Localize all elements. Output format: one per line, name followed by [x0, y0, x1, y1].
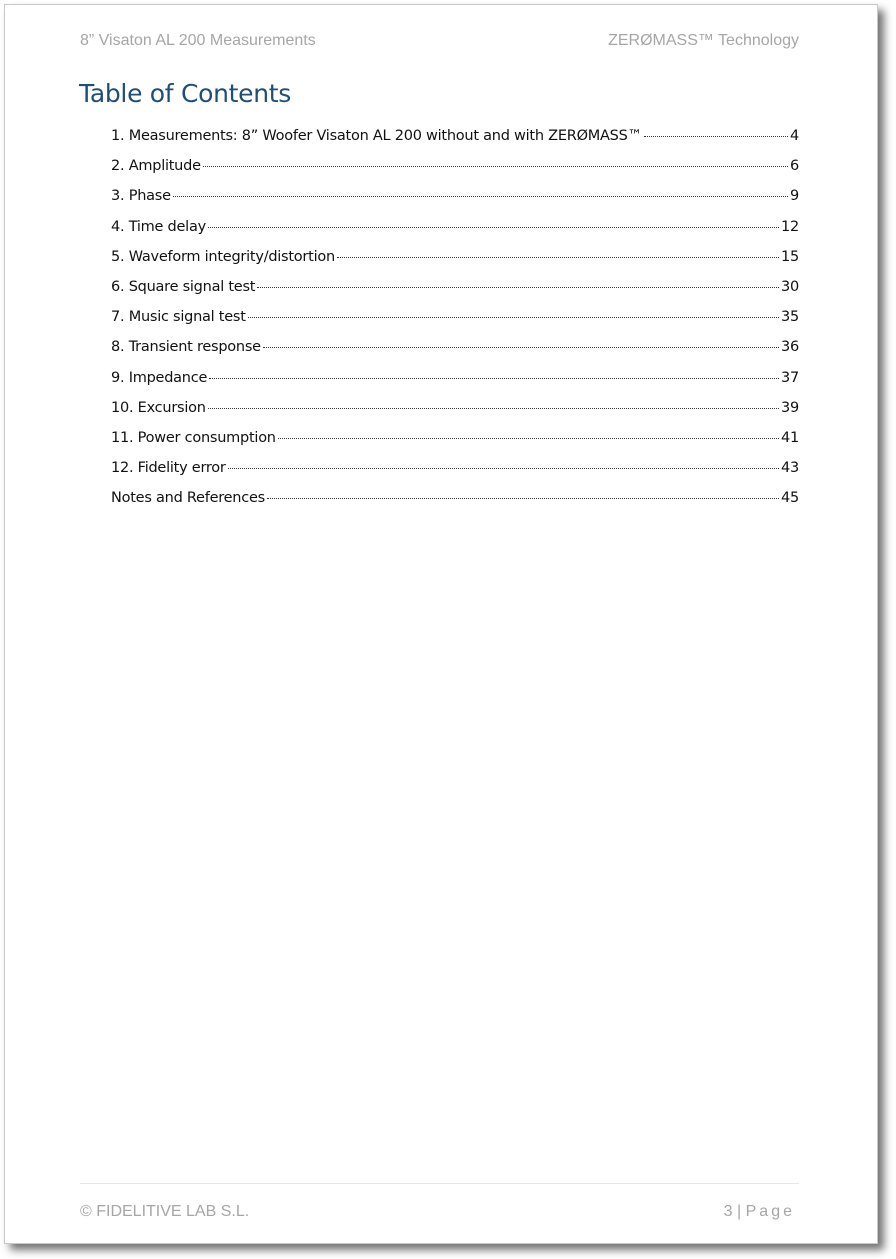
- toc-entry[interactable]: [111, 242, 799, 272]
- toc-entry-page: 4: [789, 128, 799, 144]
- toc-entry-label: Notes and References: [111, 490, 265, 507]
- toc-entry-label: 12. Fidelity error: [111, 460, 226, 477]
- toc-entry-label: 1. Measurements: 8” Woofer Visaton AL 200 without and with ZERØMASS™: [111, 128, 642, 144]
- toc-entry-page: 35: [780, 309, 799, 326]
- toc-entry[interactable]: [111, 302, 799, 332]
- toc-title: Table of Contents: [79, 79, 291, 108]
- toc-entry[interactable]: [111, 151, 799, 181]
- toc-dot-leader: [278, 437, 779, 439]
- footer-page-indicator: [724, 1203, 795, 1221]
- toc-entry-page: 15: [780, 248, 799, 265]
- document-page: [4, 4, 878, 1244]
- toc-entry-page: 45: [780, 490, 799, 507]
- header-document-title: 8” Visaton AL 200 Measurements: [80, 32, 316, 49]
- header-technology-name: ZERØMASS™ Technology: [608, 32, 799, 49]
- toc-entry[interactable]: [111, 393, 799, 423]
- toc-entry-page: 9: [789, 188, 799, 205]
- toc-entry-label: 7. Music signal test: [111, 309, 246, 326]
- toc-entry-page: 30: [780, 278, 799, 295]
- toc-entry-page: 43: [780, 460, 799, 477]
- toc-entry[interactable]: [111, 453, 799, 483]
- toc-dot-leader: [173, 195, 788, 197]
- toc-entry-page: 36: [780, 339, 799, 356]
- toc-dot-leader: [208, 407, 779, 409]
- toc-entry[interactable]: [111, 363, 799, 393]
- toc-dot-leader: [203, 165, 788, 167]
- footer-copyright: © FIDELITIVE LAB S.L.: [80, 1203, 250, 1220]
- toc-entry-label: 10. Excursion: [111, 399, 206, 416]
- toc-entry-page: 41: [780, 429, 799, 446]
- toc-entry-label: 11. Power consumption: [111, 429, 276, 446]
- toc-entry-label: 5. Waveform integrity/distortion: [111, 248, 335, 265]
- toc-dot-leader: [208, 226, 779, 228]
- toc-dot-leader: [644, 135, 788, 137]
- toc-entry[interactable]: [111, 423, 799, 453]
- toc-dot-leader: [257, 286, 779, 288]
- toc-entry-label: 2. Amplitude: [111, 158, 201, 175]
- toc-entry-label: 8. Transient response: [111, 339, 261, 356]
- page-header: [80, 32, 799, 52]
- toc-entry-page: 37: [780, 369, 799, 386]
- footer-page-label: Page: [745, 1203, 795, 1220]
- toc-entry-page: 12: [780, 218, 799, 235]
- toc-entry[interactable]: [111, 181, 799, 211]
- toc-entry-label: 6. Square signal test: [111, 278, 256, 295]
- toc-entry[interactable]: [111, 121, 799, 151]
- footer-divider: [80, 1183, 799, 1184]
- toc-entry-page: 39: [780, 399, 799, 416]
- toc-list: [111, 121, 799, 513]
- toc-dot-leader: [248, 316, 779, 318]
- toc-entry[interactable]: [111, 483, 799, 513]
- page-footer: [80, 1203, 799, 1223]
- footer-page-number: 3: [723, 1203, 733, 1220]
- footer-separator: |: [737, 1203, 742, 1220]
- toc-entry[interactable]: [111, 272, 799, 302]
- toc-entry[interactable]: [111, 332, 799, 362]
- toc-dot-leader: [263, 346, 779, 348]
- toc-entry-label: 3. Phase: [111, 188, 171, 205]
- toc-dot-leader: [209, 377, 779, 379]
- toc-entry[interactable]: [111, 212, 799, 242]
- toc-entry-label: 4. Time delay: [111, 218, 206, 235]
- toc-dot-leader: [228, 467, 779, 469]
- toc-entry-label: 9. Impedance: [111, 369, 208, 386]
- toc-dot-leader: [337, 256, 779, 258]
- toc-entry-page: 6: [789, 158, 799, 175]
- toc-dot-leader: [267, 497, 779, 499]
